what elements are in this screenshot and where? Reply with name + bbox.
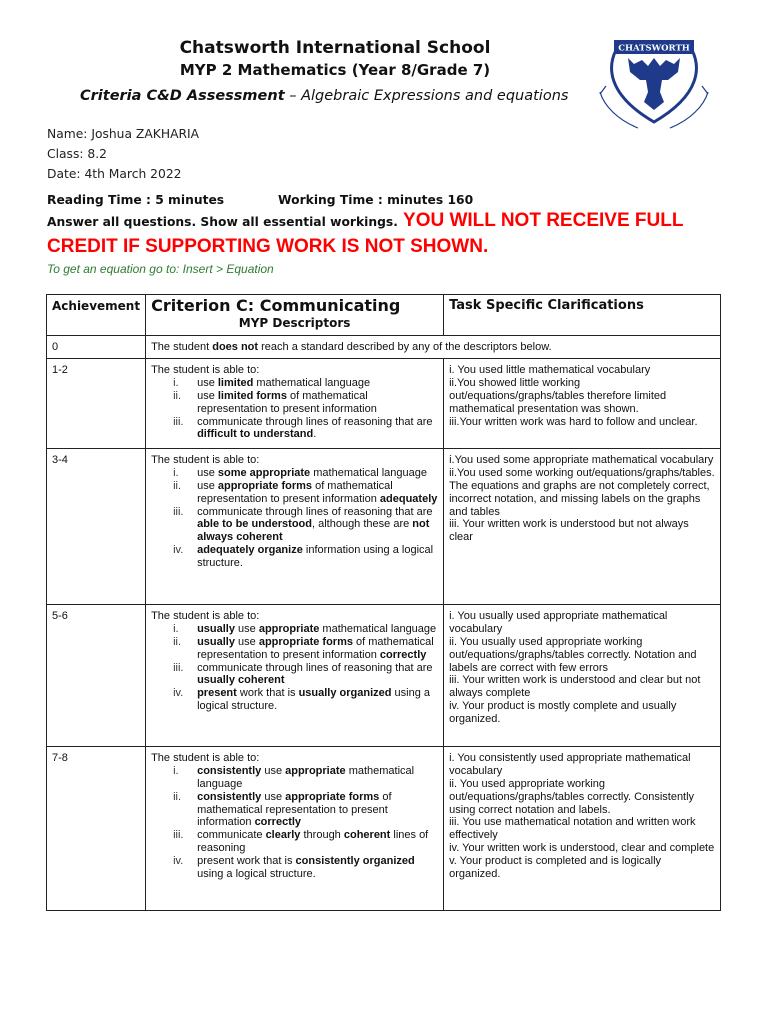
descriptor-keyword: usually [197,623,235,636]
table-row [47,359,721,449]
descriptor-keyword: limited [217,377,254,390]
descriptor-item [151,829,438,855]
descriptor-item [151,765,438,791]
row0-text-end: reach a standard described by any of the descriptors below. [258,340,552,353]
clarification-item: v. Your product is completed and is logically organized. [449,854,662,880]
descriptor-keyword: usually [197,635,235,648]
clarification-item: iii.Your written work was hard to follow and unclear. [449,415,698,428]
time-info [47,193,474,207]
descriptor-text: of mathematical representation to present information [197,389,377,415]
descriptor-keyword: consistently [197,790,262,803]
descriptor-number: ii. [173,635,182,648]
descriptor-keyword: appropriate forms [258,635,353,648]
descriptor-number: iv. [173,854,184,867]
descriptor-text: use [197,479,218,492]
level-cell: 7-8 [47,747,146,911]
descriptor-text: using a logical structure. [197,687,431,712]
descriptor-text: through [300,829,344,842]
descriptor-keyword: correctly [379,648,427,661]
descriptor-keyword: able to be understood [197,518,312,531]
descriptor-text: use [197,467,218,480]
descriptor-keyword: usually organized [298,687,392,700]
descriptor-list [151,623,438,713]
descriptor-keyword: some appropriate [217,467,311,480]
student-name: Name: Joshua ZAKHARIA [47,127,200,141]
descriptor-text: of mathematical representation to present information [197,635,434,661]
document-header [0,38,660,79]
criterion-rows [47,359,721,911]
table-row [47,335,721,359]
descriptor-item [151,855,438,881]
descriptor-keyword: present [197,687,237,700]
descriptor-keyword: not always coherent [197,518,430,544]
descriptor-keyword: appropriate forms [285,790,380,803]
clarification-item: i. You usually used appropriate mathematical vocabulary [449,610,668,636]
descriptor-number: i. [173,623,179,636]
descriptors-subtitle: MYP Descriptors [238,315,351,330]
descriptor-keyword: appropriate [258,623,320,636]
descriptor-cell [146,605,444,747]
descriptor-number: iii. [173,829,184,842]
level-cell: 5-6 [47,605,146,747]
descriptor-text: work that is [236,687,299,700]
assessment-topic: – Algebraic Expressions and equations [289,88,569,104]
level-0-description [146,335,721,359]
descriptor-text: mathematical language [310,467,427,480]
descriptor-number: i. [173,467,179,480]
descriptor-number: ii. [173,479,182,492]
descriptor-keyword: clearly [265,829,301,842]
descriptor-number: iii. [173,505,184,518]
descriptor-item [151,623,438,636]
descriptor-intro: The student is able to: [151,610,260,623]
descriptor-cell [146,359,444,449]
descriptor-text: communicate through lines of reasoning that are [197,415,433,428]
clarification-item: iii. Your written work is understood but not always clear [449,518,689,544]
level-cell: 1-2 [47,359,146,449]
table-row [47,449,721,605]
clarification-item: iii. You use mathematical notation and written work effectively [449,816,696,842]
instructions [47,208,737,260]
descriptor-keyword: correctly [254,816,302,829]
descriptor-text: of mathematical representation to present information [197,479,393,505]
descriptor-number: i. [173,377,179,390]
descriptor-item [151,791,438,829]
descriptor-item [151,390,438,416]
descriptor-list [151,765,438,880]
descriptor-intro: The student is able to: [151,752,260,765]
descriptor-number: ii. [173,389,182,402]
descriptor-text: mathematical language [319,623,437,636]
descriptor-text: of mathematical representation to present information [197,790,392,829]
descriptor-keyword: adequately organize [197,543,303,556]
reading-time: Reading Time : 5 minutes [47,193,225,207]
descriptor-keyword: appropriate [285,765,346,778]
descriptor-keyword: adequately [379,492,438,505]
descriptor-text: communicate through lines of reasoning that are [197,661,433,674]
clarification-item: i. You consistently used appropriate mathematical vocabulary [449,752,691,778]
school-name: Chatsworth International School [179,38,491,58]
descriptor-item [151,506,438,544]
header-achievement: Achievement [47,295,146,336]
descriptor-number: ii. [173,790,182,803]
descriptor-list [151,377,438,441]
descriptor-item [151,416,438,442]
descriptor-item [151,662,438,688]
clarification-item: ii.You used some working out/equations/graphs/tables. The equations and graphs are not completely correct, incorrect notation, and missing labels on the graphs and tables [449,467,715,518]
descriptor-number: iii. [173,415,184,428]
clarification-item: ii. You used appropriate working out/equations/graphs/tables correctly. Consistently using correct notation and labels. [449,777,695,816]
clarification-cell [444,449,721,605]
descriptor-item [151,467,438,480]
clarification-cell [444,747,721,911]
exam-date: Date: 4th March 2022 [47,167,182,181]
descriptor-cell [146,747,444,911]
student-info [47,124,199,184]
clarification-item: iv. Your product is mostly complete and usually organized. [449,699,677,725]
clarification-item: iii. Your written work is understood and clear but not always complete [449,674,701,700]
school-crest-logo [598,36,710,132]
descriptor-item [151,480,438,506]
clarification-item: i.You used some appropriate mathematical vocabulary [449,454,714,467]
svg-text:CHATSWORTH: CHATSWORTH [618,43,690,54]
table-header-row [47,295,721,336]
working-time: Working Time : minutes 160 [278,193,474,207]
descriptor-keyword: usually coherent [197,674,285,687]
criterion-title: Criterion C: Communicating [151,296,401,315]
descriptor-text: using a logical structure. [197,867,316,880]
descriptor-list [151,467,438,569]
assessment-title [80,88,568,104]
descriptor-text: mathematical language [197,765,415,790]
equation-tip: To get an equation go to: Insert > Equation [47,262,274,276]
descriptor-text: use [197,389,218,402]
clarification-item: ii. You usually used appropriate working out/equations/graphs/tables correctly. Notation and labels are correct with few errors [449,635,697,674]
row0-emphasis: does not [212,340,259,353]
header-criterion [146,295,444,336]
descriptor-item [151,377,438,390]
descriptor-keyword: appropriate forms [217,479,313,492]
descriptor-keyword: consistently organized [295,854,415,867]
descriptor-text: . [313,428,317,441]
descriptor-text: mathematical language [253,377,371,390]
descriptor-keyword: difficult to understand [197,428,314,441]
clarification-cell [444,359,721,449]
clarification-item: i. You used little mathematical vocabulary [449,364,651,377]
descriptor-keyword: limited forms [217,389,287,402]
assessment-criteria: Criteria C&D Assessment [80,88,285,104]
clarification-cell [444,605,721,747]
descriptor-text: use [234,635,259,648]
student-class: Class: 8.2 [47,147,107,161]
descriptor-text: communicate through lines of reasoning that are [197,505,433,518]
descriptor-intro: The student is able to: [151,454,260,467]
descriptor-cell [146,449,444,605]
descriptor-number: iii. [173,661,184,674]
descriptor-text: information using a logical structure. [197,543,434,569]
descriptor-item [151,687,438,713]
descriptor-item [151,636,438,662]
table-row [47,605,721,747]
criterion-table [46,294,721,911]
header-task-clarifications: Task Specific Clarifications [444,295,721,336]
descriptor-text: present work that is [197,854,296,867]
descriptor-keyword: consistently [197,765,262,778]
descriptor-intro: The student is able to: [151,364,260,377]
descriptor-text: use [197,377,218,390]
descriptor-text: use [261,790,286,803]
row0-text: The student [151,340,213,353]
descriptor-text: lines of reasoning [197,829,429,854]
descriptor-item [151,544,438,570]
table-row [47,747,721,911]
descriptor-text: communicate [197,829,266,842]
descriptor-number: iv. [173,543,184,556]
clarification-item: ii.You showed little working out/equations/graphs/tables therefore limited mathematical presentation was shown. [449,377,667,415]
descriptor-text: use [261,765,286,778]
descriptor-text: , although these are [311,518,413,531]
level-cell: 0 [47,335,146,359]
descriptor-text: use [234,623,259,636]
warning-text: YOU WILL NOT RECEIVE FULL CREDIT IF SUPPORTING WORK IS NOT SHOWN. [47,210,684,257]
level-cell: 3-4 [47,449,146,605]
answer-instruction: Answer all questions. Show all essential workings. [47,215,398,229]
descriptor-number: i. [173,765,179,778]
descriptor-number: iv. [173,687,184,700]
descriptor-keyword: coherent [343,829,391,842]
course-title: MYP 2 Mathematics (Year 8/Grade 7) [179,61,491,79]
clarification-item: iv. Your written work is understood, clear and complete [449,841,715,854]
